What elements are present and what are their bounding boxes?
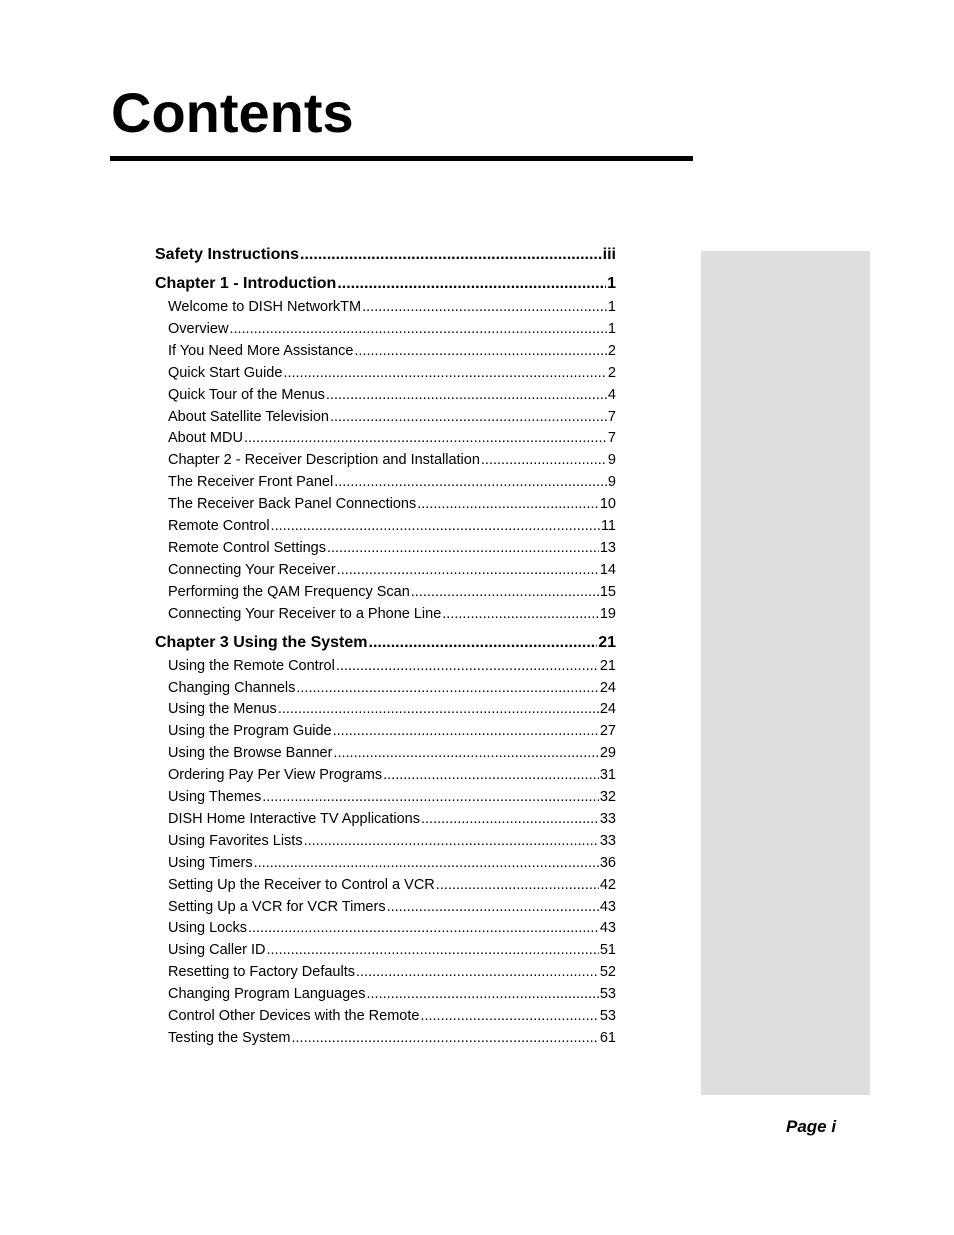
toc-entry-label: Using Favorites Lists [168,832,303,849]
toc-chapter-entry[interactable] [155,246,616,268]
toc-dot-leader [292,1030,599,1046]
toc-entry[interactable] [168,365,616,385]
toc-entry[interactable] [168,1030,616,1050]
toc-entry-label: Using the Remote Control [168,657,335,674]
toc-dot-leader [436,877,599,893]
toc-dot-leader [278,701,599,717]
toc-dot-leader [327,540,599,556]
gray-sidebar-panel [701,251,870,1095]
toc-dot-leader [330,409,607,425]
toc-entry-label: Remote Control [168,518,270,534]
toc-entry-label: Using the Program Guide [168,723,332,740]
toc-entry-label: Chapter 2 - Receiver Description and Installation [168,452,480,469]
toc-entry-label: Connecting Your Receiver [168,561,336,578]
toc-dot-leader [337,275,606,293]
toc-entry-label: Changing Channels [168,679,296,696]
toc-entry-page: 1 [607,275,616,292]
toc-entry-page: 9 [607,452,616,469]
toc-entry-page: 4 [607,386,616,403]
toc-entry-page: 31 [599,767,616,784]
toc-entry[interactable] [168,811,616,831]
toc-entry[interactable] [168,680,616,700]
toc-dot-leader [442,606,599,622]
toc-dot-leader [421,811,599,827]
toc-entry-label: Chapter 3 Using the System [155,633,368,651]
toc-entry[interactable] [168,1008,616,1028]
toc-dot-leader [326,387,607,403]
toc-dot-leader [271,518,600,534]
toc-entry-page: 2 [607,342,616,359]
toc-dot-leader [387,899,599,915]
toc-entry-label: Using Themes [168,789,262,805]
toc-entry-label: Setting Up a VCR for VCR Timers [168,898,386,915]
toc-entry-page: 13 [599,539,616,556]
toc-entry-page: 33 [599,832,616,849]
toc-dot-leader [356,964,599,980]
toc-entry-label: Quick Start Guide [168,364,283,381]
toc-dot-leader [262,789,599,805]
toc-entry-page: 42 [599,876,616,893]
toc-entry-label: DISH Home Interactive TV Applications [168,810,420,827]
toc-entry-label: The Receiver Back Panel Connections [168,496,417,513]
toc-entry-page: 2 [607,364,616,381]
toc-entry-page: 53 [599,986,616,1003]
toc-entry-page: 9 [607,474,616,491]
toc-entry[interactable] [168,409,616,429]
toc-entry[interactable] [168,920,616,940]
toc-entry-page: iii [602,246,616,263]
toc-entry[interactable] [168,387,616,407]
toc-entry-page: 36 [599,854,616,871]
toc-entry-label: Welcome to DISH NetworkTM [168,299,362,315]
toc-entry-label: Quick Tour of the Menus [168,386,325,403]
toc-entry[interactable] [168,321,616,341]
toc-entry-page: 21 [599,657,616,674]
toc-entry[interactable] [168,562,616,582]
toc-dot-leader [420,1008,598,1024]
toc-entry[interactable] [168,299,616,319]
toc-entry-label: Remote Control Settings [168,539,326,556]
toc-entry-page: 24 [599,679,616,696]
toc-entry-page: 1 [607,320,616,337]
toc-entry-page: 43 [599,920,616,937]
toc-entry-label: Overview [168,320,229,337]
toc-entry-label: Using the Browse Banner [168,745,333,762]
toc-entry-page: 15 [599,583,616,600]
toc-entry-label: Using the Menus [168,701,277,718]
title-divider [110,156,693,161]
toc-dot-leader [267,942,599,958]
toc-dot-leader [354,343,607,359]
toc-entry[interactable] [168,606,616,626]
toc-entry-page: 52 [599,964,616,981]
toc-entry-page: 51 [599,942,616,959]
toc-entry[interactable] [168,964,616,984]
toc-entry[interactable] [168,343,616,363]
toc-entry[interactable] [168,833,616,853]
toc-entry-label: Using Timers [168,854,253,871]
toc-entry[interactable] [168,723,616,743]
toc-entry-label: Changing Program Languages [168,986,366,1003]
toc-entry[interactable] [168,496,616,516]
toc-entry-page: 11 [600,518,616,534]
toc-dot-leader [383,767,599,783]
toc-dot-leader [296,680,598,696]
toc-dot-leader [369,634,598,652]
toc-entry[interactable] [168,658,616,678]
toc-dot-leader [337,562,599,578]
toc-entry-label: Safety Instructions [155,246,300,263]
toc-entry[interactable] [168,430,616,450]
page-title: Contents [111,81,354,144]
toc-dot-leader [333,745,598,761]
toc-entry-page: 43 [599,898,616,915]
toc-dot-leader [229,321,606,337]
toc-dot-leader [417,496,599,512]
toc-entry[interactable] [168,899,616,919]
toc-entry[interactable] [168,986,616,1006]
toc-entry-page: 1 [607,299,616,315]
toc-dot-leader [367,986,599,1002]
toc-entry-page: 7 [607,408,616,425]
toc-entry-label: About Satellite Television [168,408,329,425]
toc-entry-page: 10 [599,496,616,513]
toc-dot-leader [283,365,606,381]
toc-entry-label: About MDU [168,430,243,447]
toc-entry-label: Resetting to Factory Defaults [168,964,355,981]
toc-dot-leader [411,584,599,600]
toc-entry[interactable] [168,474,616,494]
toc-entry-label: If You Need More Assistance [168,342,354,359]
toc-entry-label: Ordering Pay Per View Programs [168,767,383,784]
toc-chapter-entry[interactable] [155,275,616,297]
toc-entry[interactable] [168,540,616,560]
toc-entry-label: Control Other Devices with the Remote [168,1008,420,1024]
toc-dot-leader [248,920,599,936]
toc-dot-leader [244,430,607,446]
toc-entry-label: Chapter 1 - Introduction [155,275,337,292]
toc-dot-leader [334,474,607,490]
toc-entry-label: Performing the QAM Frequency Scan [168,583,410,600]
toc-entry[interactable] [168,452,616,472]
toc-entry[interactable] [168,701,616,721]
toc-entry[interactable] [168,789,616,809]
toc-entry[interactable] [168,877,616,897]
toc-entry-page: 61 [599,1029,616,1046]
toc-entry-label: The Receiver Front Panel [168,474,334,491]
toc-entry-page: 53 [599,1008,616,1024]
toc-dot-leader [336,658,599,674]
toc-entry-label: Testing the System [168,1029,291,1046]
toc-entry-page: 32 [599,789,616,805]
toc-entry[interactable] [168,855,616,875]
toc-dot-leader [481,452,607,468]
toc-dot-leader [304,833,599,849]
toc-entry-page: 27 [599,723,616,740]
toc-dot-leader [254,855,599,871]
toc-entry-label: Connecting Your Receiver to a Phone Line [168,605,442,622]
toc-entry-label: Using Locks [168,920,247,937]
toc-entry-page: 33 [599,810,616,827]
toc-entry[interactable] [168,745,616,765]
toc-dot-leader [362,299,607,315]
toc-entry-page: 29 [599,745,616,762]
toc-entry[interactable] [168,518,616,538]
toc-entry-page: 14 [599,561,616,578]
toc-entry-page: 21 [598,633,616,651]
toc-entry-page: 24 [599,701,616,718]
toc-chapter-entry[interactable] [155,634,616,656]
toc-entry-label: Using Caller ID [168,942,266,959]
toc-dot-leader [333,723,599,739]
toc-entry-page: 7 [607,430,616,447]
page-number: Page i [786,1117,837,1136]
toc-entry[interactable] [168,767,616,787]
toc-entry-page: 19 [599,605,616,622]
toc-entry[interactable] [168,942,616,962]
toc-entry[interactable] [168,584,616,604]
toc-entry-label: Setting Up the Receiver to Control a VCR [168,876,435,893]
toc-dot-leader [300,246,602,264]
